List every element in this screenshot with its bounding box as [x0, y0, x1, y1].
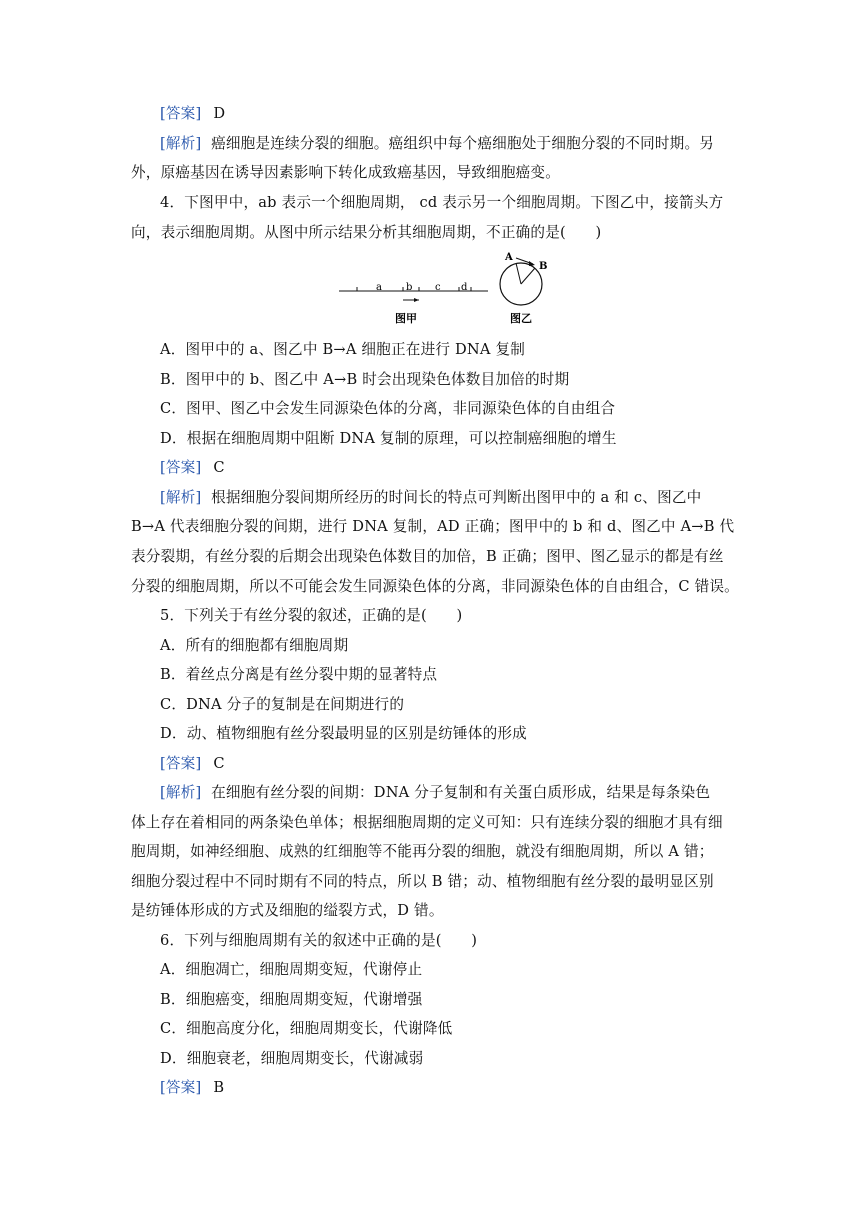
q4-option-d: D．根据在细胞周期中阻断 DNA 复制的原理，可以控制癌细胞的增生 [160, 430, 617, 447]
q6-option-c: C．细胞高度分化，细胞周期变长，代谢降低 [160, 1020, 453, 1037]
answer-tag: [答案] [160, 1079, 202, 1096]
q4-option-c: C．图甲、图乙中会发生同源染色体的分离，非同源染色体的自由组合 [160, 400, 616, 417]
q6-option-b: B．细胞癌变，细胞周期变短，代谢增强 [160, 991, 423, 1008]
q4-stem-line-1: 4．下图甲中，ab 表示一个细胞周期， cd 表示另一个细胞周期。下图乙中，接箭头方 [160, 194, 724, 211]
analysis-text: 在细胞有丝分裂的间期：DNA 分子复制和有关蛋白质形成，结果是每条染色 [211, 784, 711, 801]
circle-label-b: B [539, 261, 548, 272]
circle-label-a: A [505, 252, 513, 263]
segment-label-b: b [406, 282, 413, 293]
answer-value: B [213, 1079, 225, 1096]
answer-value: C [213, 755, 225, 772]
segment-label-d: d [461, 282, 468, 293]
q4-stem-line-2: 向，表示细胞周期。从图中所示结果分析其细胞周期，不正确的是( ) [131, 224, 602, 241]
analysis-text: 根据细胞分裂间期所经历的时间长的特点可判断出图甲中的 a 和 c、图乙中 [211, 489, 702, 506]
segment-label-a: a [376, 282, 382, 293]
q3-analysis-line-1 [160, 134, 760, 154]
q4-analysis-line-1 [160, 488, 760, 508]
q5-option-a: A．所有的细胞都有细胞周期 [160, 637, 349, 654]
analysis-tag: [解析] [160, 784, 202, 801]
q3-analysis-line-2: 外，原癌基因在诱导因素影响下转化成致癌基因，导致细胞癌变。 [131, 164, 561, 181]
figure-jia [339, 282, 488, 325]
q6-option-d: D．细胞衰老，细胞周期变长，代谢减弱 [160, 1050, 424, 1067]
q5-stem: 5．下列关于有丝分裂的叙述，正确的是( ) [160, 607, 463, 624]
q5-analysis-line-3: 胞周期，如神经细胞、成熟的红细胞等不能再分裂的细胞，就没有细胞周期，所以 A 错； [131, 843, 714, 860]
q4-option-a: A．图甲中的 a、图乙中 B→A 细胞正在进行 DNA 复制 [160, 341, 526, 358]
q6-stem: 6．下列与细胞周期有关的叙述中正确的是( ) [160, 932, 478, 949]
q6-answer [160, 1078, 760, 1098]
radius-a [516, 263, 521, 284]
q5-analysis-line-1 [160, 783, 760, 803]
analysis-text: 癌细胞是连续分裂的细胞。癌组织中每个癌细胞处于细胞分裂的不同时期。另 [211, 135, 715, 152]
q4-analysis-line-4: 分裂的细胞周期，所以不可能会发生同源染色体的分离，非同源染色体的自由组合，C 错误。 [131, 578, 739, 595]
q4-option-b: B．图甲中的 b、图乙中 A→B 时会出现染色体数目加倍的时期 [160, 371, 570, 388]
cell-cycle-figure [335, 250, 550, 330]
analysis-tag: [解析] [160, 135, 202, 152]
radius-b [521, 268, 535, 284]
q5-answer [160, 754, 760, 774]
label-yi: 图乙 [510, 312, 532, 325]
q4-analysis-line-2: B→A 代表细胞分裂的间期，进行 DNA 复制，AD 正确；图甲中的 b 和 d、图乙中 A→B 代 [131, 518, 735, 535]
q4-answer [160, 458, 760, 478]
q5-option-c: C．DNA 分子的复制是在间期进行的 [160, 696, 405, 713]
q5-analysis-line-4: 细胞分裂过程中不同时期有不同的特点，所以 B 错；动、植物细胞有丝分裂的最明显区别 [131, 873, 714, 890]
q3-answer [160, 104, 760, 124]
answer-value: C [213, 459, 225, 476]
segment-label-c: c [435, 282, 441, 293]
answer-value: D [213, 105, 226, 122]
answer-tag: [答案] [160, 755, 202, 772]
arrow-head [414, 298, 419, 302]
arc-arrow-head [529, 261, 535, 266]
q6-option-a: A．细胞凋亡，细胞周期变短，代谢停止 [160, 961, 423, 978]
q5-analysis-line-2: 体上存在着相同的两条染色单体；根据细胞周期的定义可知：只有连续分裂的细胞才具有细 [131, 814, 723, 831]
answer-tag: [答案] [160, 459, 202, 476]
figure-yi [500, 252, 547, 325]
q4-analysis-line-3: 表分裂期，有丝分裂的后期会出现染色体数目的加倍，B 正确；图甲、图乙显示的都是有丝 [131, 548, 724, 565]
label-jia: 图甲 [395, 312, 417, 325]
q5-option-d: D．动、植物细胞有丝分裂最明显的区别是纺锤体的形成 [160, 725, 527, 742]
q5-option-b: B．着丝点分离是有丝分裂中期的显著特点 [160, 666, 438, 683]
answer-tag: [答案] [160, 105, 202, 122]
analysis-tag: [解析] [160, 489, 202, 506]
q5-analysis-line-5: 是纺锤体形成的方式及细胞的缢裂方式，D 错。 [131, 902, 444, 919]
